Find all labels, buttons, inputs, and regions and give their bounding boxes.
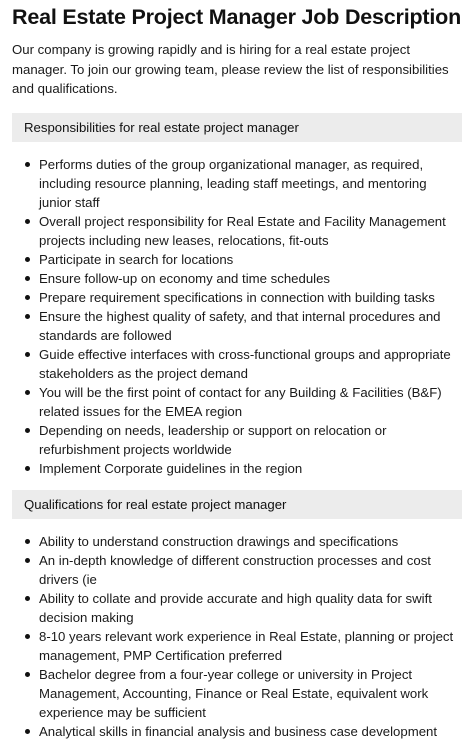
intro-paragraph: Our company is growing rapidly and is hiring for a real estate project manager. To join our growing team, please review the list of responsibilities and qualifications. [12, 42, 449, 96]
list-item: An in-depth knowledge of different construction processes and cost drivers (ie [39, 551, 462, 589]
list-item: Bachelor degree from a four-year college or university in Project Management, Accounting, Finance or Real Estate, equivalent work experience may be sufficient [39, 665, 462, 722]
list-item: Overall project responsibility for Real Estate and Facility Management projects including new leases, relocations, fit-outs [39, 212, 462, 250]
list-item: Ensure the highest quality of safety, and that internal procedures and standards are followed [39, 307, 462, 345]
list-item: Depending on needs, leadership or support on relocation or refurbishment projects worldwide [39, 421, 462, 459]
list-item: Ability to collate and provide accurate and high quality data for swift decision making [39, 589, 462, 627]
list-item: Implement Corporate guidelines in the region [39, 459, 462, 478]
qualifications-heading: Qualifications for real estate project manager [12, 490, 462, 519]
responsibilities-list [12, 155, 462, 478]
list-item: Participate in search for locations [39, 250, 462, 269]
list-item: Ensure follow-up on economy and time schedules [39, 269, 462, 288]
list-item: Analytical skills in financial analysis and business case development [39, 722, 462, 741]
list-item: 8-10 years relevant work experience in Real Estate, planning or project management, PMP Certification preferred [39, 627, 462, 665]
list-item: Performs duties of the group organizational manager, as required, including resource planning, leading staff meetings, and mentoring junior staff [39, 155, 462, 212]
list-item: Prepare requirement specifications in connection with building tasks [39, 288, 462, 307]
list-item: Guide effective interfaces with cross-functional groups and appropriate stakeholders as the project demand [39, 345, 462, 383]
responsibilities-heading: Responsibilities for real estate project manager [12, 113, 462, 142]
list-item: Ability to understand construction drawings and specifications [39, 532, 462, 551]
qualifications-list [12, 532, 462, 741]
page-title: Real Estate Project Manager Job Description [12, 5, 462, 29]
job-description-page [0, 4, 474, 741]
list-item: You will be the first point of contact for any Building & Facilities (B&F) related issues for the EMEA region [39, 383, 462, 421]
